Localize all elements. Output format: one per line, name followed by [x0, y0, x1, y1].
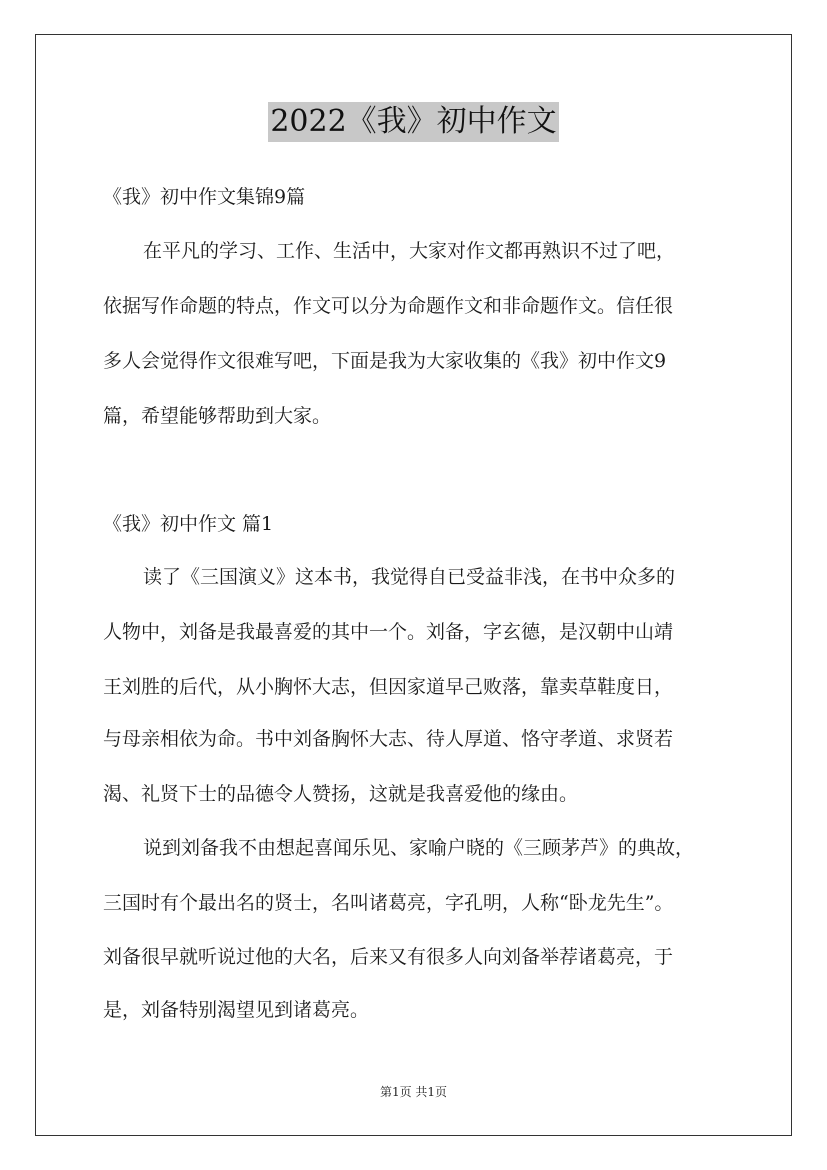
- paragraph-line: 刘备很早就听说过他的大名，后来又有很多人向刘备举荐诸葛亮，于: [103, 946, 674, 968]
- intro-line: 多人会觉得作文很难写吧，下面是我为大家收集的《我》初中作文9: [103, 350, 667, 372]
- paragraph-line: 与母亲相依为命。书中刘备胸怀大志、待人厚道、恪守孝道、求贤若: [103, 728, 674, 750]
- paragraph-line: 渴、礼贤下士的品德令人赞扬，这就是我喜爱他的缘由。: [103, 783, 579, 805]
- section-heading: 《我》初中作文 篇1: [103, 513, 274, 535]
- paragraph-line: 读了《三国演义》这本书，我觉得自已受益非浅，在书中众多的: [143, 566, 676, 588]
- paragraph-line: 是，刘备特别渴望见到诸葛亮。: [103, 999, 370, 1021]
- page-title: 2022《我》初中作文: [268, 102, 558, 142]
- title-container: [0, 102, 827, 142]
- paragraph-line: 人物中，刘备是我最喜爱的其中一个。刘备，字玄德，是汉朝中山靖: [103, 621, 674, 643]
- intro-line: 在平凡的学习、工作、生活中，大家对作文都再熟识不过了吧，: [143, 240, 676, 262]
- document-subtitle: 《我》初中作文集锦9篇: [103, 186, 306, 208]
- page-footer: 第1页 共1页: [379, 1085, 448, 1099]
- paragraph-line: 王刘胜的后代，从小胸怀大志，但因家道早己败落，靠卖草鞋度日，: [103, 676, 674, 698]
- intro-line: 篇，希望能够帮助到大家。: [103, 405, 332, 427]
- paragraph-line: 三国时有个最出名的贤士，名叫诸葛亮，字孔明，人称“卧龙先生”。: [103, 892, 674, 914]
- intro-line: 依据写作命题的特点，作文可以分为命题作文和非命题作文。信任很: [103, 295, 674, 317]
- paragraph-line: 说到刘备我不由想起喜闻乐见、家喻户晓的《三顾茅芦》的典故，: [143, 837, 695, 859]
